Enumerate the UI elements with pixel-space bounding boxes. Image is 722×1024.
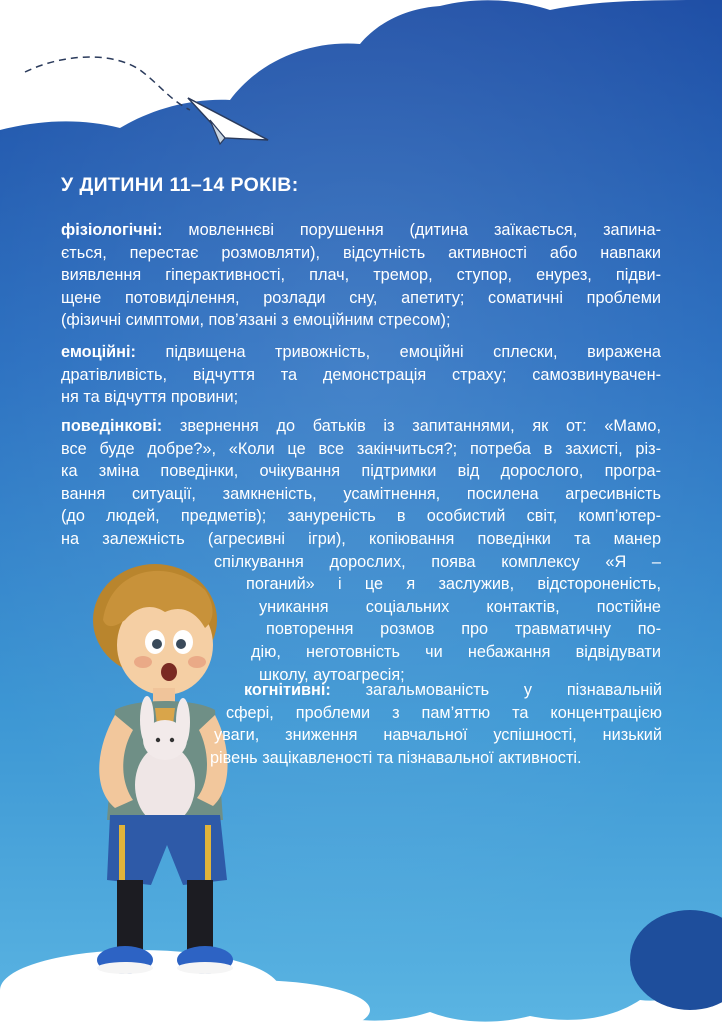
physiological-paragraph: фізіологічні: мовленнєві порушення (дитина заїкається, запина- ється, перестає розмовляти), відсутність активності або навпаки виявлення гіперактивності, плач, тремор, ступор, енурез, підви- щене потовиділення, розлади сну, апетиту; соматичні проблеми (фізичні симптоми, пов’язані з емоційним стресом); bbox=[61, 221, 661, 330]
section-heading: У ДИТИНИ 11–14 РОКІВ: bbox=[61, 174, 299, 196]
emotional-label: емоційні: bbox=[61, 343, 136, 361]
behavioral-paragraph: поведінкові: звернення до батьків із запитаннями, як от: «Мамо, все буде добре?», «Коли це все закінчиться?; потреба в захисті, різ- ка зміна поведінки, очікування підтримки від дорослого, програ- вання ситуації, замкненість, усамітнення, посилена агресивність (до людей, предметів); зануреність в особистий світ, комп’ютер- на залежність (агресивні ігри), копіювання поведінки та манер спілкування дорослих, поява комплексу «Я – поганий» і це я заслужив, відстороненість, уникання соціальних контактів, постійне повторення розмов про травматичну по- дію, неготовність чи небажання відвідувати школу, аутоагресія; bbox=[61, 417, 661, 684]
cognitive-label: когнітивні: bbox=[244, 681, 331, 699]
behavioral-label: поведінкові: bbox=[61, 417, 163, 435]
cognitive-paragraph: когнітивні: загальмованість у пізнавальній сфері, проблеми з пам’яттю та концентрацією уваги, зниження навчальної успішності, низький рівень зацікавленості та пізнавальної активності. bbox=[210, 681, 662, 767]
physiological-label: фізіологічні: bbox=[61, 221, 163, 239]
emotional-paragraph: емоційні: підвищена тривожність, емоційні сплески, виражена дратівливість, відчуття та демонстрація страху; самозвинувачен- ня та відчуття провини; bbox=[61, 343, 661, 407]
